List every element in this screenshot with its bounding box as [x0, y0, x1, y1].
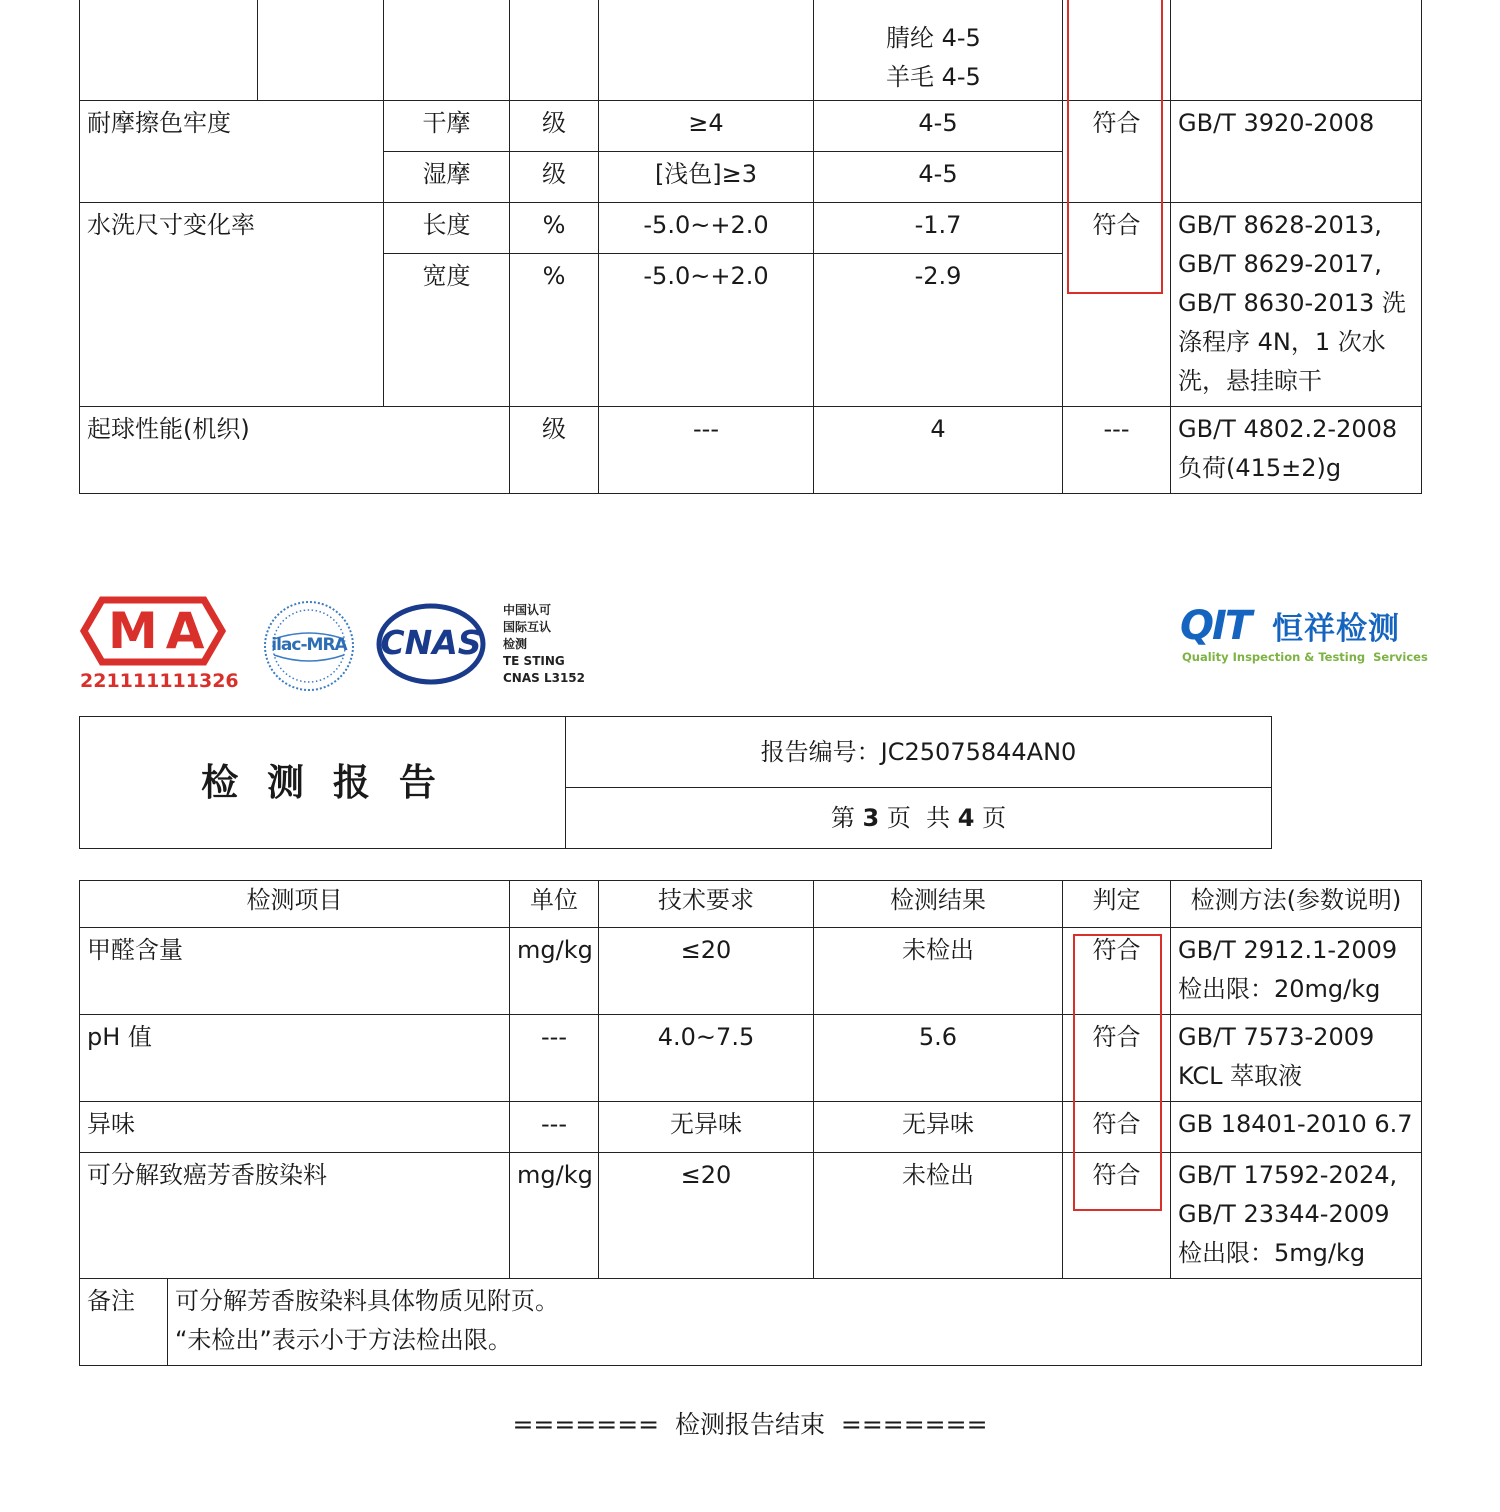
page-indicator — [566, 788, 1272, 849]
page-prefix: 第 — [830, 803, 863, 832]
fiber-cell-b — [258, 0, 384, 101]
note-line: 可分解芳香胺染料具体物质见附页。 — [175, 1287, 559, 1315]
ilac-text: ilac-MRA — [271, 635, 347, 655]
page-current: 3 — [862, 803, 880, 832]
wash-method-line: 涤程序 4N，1 次水 — [1178, 328, 1386, 356]
wash-len-unit: % — [510, 203, 599, 254]
rub-dry-unit: 级 — [510, 101, 599, 152]
notes-row — [80, 1279, 1422, 1366]
row-item: 可分解致癌芳香胺染料 — [80, 1153, 510, 1279]
cnas-caption-line: 国际互认 — [503, 620, 552, 634]
wash-wid-result: -2.9 — [814, 254, 1063, 407]
report-end-marker: ======= 检测报告结束 ======= — [512, 1410, 988, 1439]
rub-wet-sub: 湿摩 — [384, 152, 510, 203]
row-item: 甲醛含量 — [80, 928, 510, 1015]
pill-item: 起球性能(机织) — [80, 407, 510, 494]
wash-method-line: 洗，悬挂晾干 — [1178, 367, 1322, 395]
qit-logo — [1180, 603, 1428, 668]
rub-dry-sub: 干摩 — [384, 101, 510, 152]
report-title: 检 测 报 告 — [80, 717, 566, 849]
table-row — [80, 928, 1422, 1015]
report-number: 报告编号：JC25075844AN0 — [566, 717, 1272, 788]
rub-dry-result: 4-5 — [814, 101, 1063, 152]
wash-method-line: GB/T 8629-2017, — [1178, 250, 1382, 278]
row-result: 未检出 — [814, 928, 1063, 1015]
fiber-cell-a — [80, 0, 258, 101]
pill-method-line: 负荷(415±2)g — [1178, 454, 1342, 482]
row-verdict: 符合 — [1063, 1102, 1171, 1153]
method-line: GB/T 17592-2024, — [1178, 1161, 1398, 1189]
fiber-cell-d — [510, 0, 599, 101]
wash-wid-sub: 宽度 — [384, 254, 510, 407]
method-line: 检出限：20mg/kg — [1178, 975, 1381, 1003]
page-middle: 页 共 — [879, 803, 958, 832]
row-requirement: ≤20 — [599, 1153, 814, 1279]
rub-wet-unit: 级 — [510, 152, 599, 203]
rub-verdict: 符合 — [1063, 101, 1171, 203]
row-verdict: 符合 — [1063, 1153, 1171, 1279]
cma-text: MA — [108, 602, 213, 660]
fiber-partial-line — [886, 0, 981, 5]
row-item: pH 值 — [80, 1015, 510, 1102]
method-line: 检出限：5mg/kg — [1178, 1239, 1366, 1267]
wash-method-line: GB/T 8628-2013, — [1178, 211, 1382, 239]
row-verdict: 符合 — [1063, 1015, 1171, 1102]
cnas-caption — [503, 602, 585, 687]
header-requirement: 技术要求 — [599, 881, 814, 928]
fiber-results — [814, 0, 1063, 101]
table-row — [80, 1153, 1422, 1279]
report-header — [79, 716, 1272, 849]
row-unit: mg/kg — [510, 928, 599, 1015]
pill-method — [1171, 407, 1422, 494]
pill-method-line: GB/T 4802.2-2008 — [1178, 415, 1398, 443]
fiber-line: 腈纶 4-5 — [886, 24, 981, 52]
company-name-cn: 恒祥检测 — [1272, 611, 1400, 647]
top-verdict-highlight — [1067, 0, 1163, 294]
cma-logo — [80, 596, 239, 692]
wash-verdict: 符合 — [1063, 203, 1171, 407]
header-method: 检测方法(参数说明) — [1171, 881, 1422, 928]
cnas-caption-line: 中国认可 — [503, 603, 552, 617]
row-item: 异味 — [80, 1102, 510, 1153]
method-line: GB/T 7573-2009 — [1178, 1023, 1375, 1051]
row-verdict: 符合 — [1063, 928, 1171, 1015]
row-result: 未检出 — [814, 1153, 1063, 1279]
header-verdict: 判定 — [1063, 881, 1171, 928]
wash-len-req: -5.0~+2.0 — [599, 203, 814, 254]
cnas-caption-line: TE STING — [503, 654, 565, 668]
row-requirement: ≤20 — [599, 928, 814, 1015]
wash-method-line: GB/T 8630-2013 洗 — [1178, 289, 1406, 317]
pill-req: --- — [599, 407, 814, 494]
wash-item: 水洗尺寸变化率 — [80, 203, 384, 407]
row-requirement: 无异味 — [599, 1102, 814, 1153]
header-result: 检测结果 — [814, 881, 1063, 928]
rub-method: GB/T 3920-2008 — [1171, 101, 1422, 203]
main-results-table — [79, 880, 1422, 1366]
notes-content — [168, 1279, 1422, 1366]
pill-verdict: --- — [1063, 407, 1171, 494]
row-method — [1171, 1102, 1422, 1153]
cma-number: 221111111326 — [80, 670, 239, 692]
company-name-en: Quality Inspection & Testing Services — [1182, 650, 1428, 664]
wash-wid-unit: % — [510, 254, 599, 407]
pill-result: 4 — [814, 407, 1063, 494]
row-requirement: 4.0~7.5 — [599, 1015, 814, 1102]
table-row — [80, 1015, 1422, 1102]
row-unit: --- — [510, 1015, 599, 1102]
row-unit: --- — [510, 1102, 599, 1153]
top-results-table — [79, 0, 1422, 494]
wash-method — [1171, 203, 1422, 407]
row-unit: mg/kg — [510, 1153, 599, 1279]
wash-len-result: -1.7 — [814, 203, 1063, 254]
fiber-cell-c — [384, 0, 510, 101]
wash-wid-req: -5.0~+2.0 — [599, 254, 814, 407]
rub-dry-req: ≥4 — [599, 101, 814, 152]
rub-wet-req: [浅色]≥3 — [599, 152, 814, 203]
row-method — [1171, 928, 1422, 1015]
table-row — [80, 1102, 1422, 1153]
row-method — [1171, 1153, 1422, 1279]
method-line: KCL 萃取液 — [1178, 1062, 1303, 1090]
cnas-caption-line: 检测 — [503, 637, 528, 651]
row-method — [1171, 1015, 1422, 1102]
fiber-line: 羊毛 4-5 — [886, 63, 981, 91]
fiber-cell-e — [599, 0, 814, 101]
page-total: 4 — [957, 803, 975, 832]
pill-unit: 级 — [510, 407, 599, 494]
rub-wet-result: 4-5 — [814, 152, 1063, 203]
cnas-logo — [376, 603, 486, 685]
qit-text: QIT — [1180, 603, 1251, 649]
notes-label: 备注 — [80, 1279, 168, 1366]
verdict-highlight — [1073, 934, 1162, 1211]
ilac-mra-logo — [262, 599, 356, 693]
method-line: GB 18401-2010 6.7 — [1178, 1110, 1413, 1138]
page-suffix: 页 — [974, 803, 1007, 832]
cnas-caption-line: CNAS L3152 — [503, 671, 586, 685]
header-unit: 单位 — [510, 881, 599, 928]
cnas-text: CNAS — [380, 623, 482, 662]
wash-len-sub: 长度 — [384, 203, 510, 254]
note-line: “未检出”表示小于方法检出限。 — [175, 1326, 512, 1354]
method-line: GB/T 23344-2009 — [1178, 1200, 1390, 1228]
row-result: 5.6 — [814, 1015, 1063, 1102]
rub-item: 耐摩擦色牢度 — [80, 101, 384, 203]
fiber-method — [1171, 0, 1422, 101]
header-item: 检测项目 — [80, 881, 510, 928]
method-line: GB/T 2912.1-2009 — [1178, 936, 1398, 964]
row-result: 无异味 — [814, 1102, 1063, 1153]
